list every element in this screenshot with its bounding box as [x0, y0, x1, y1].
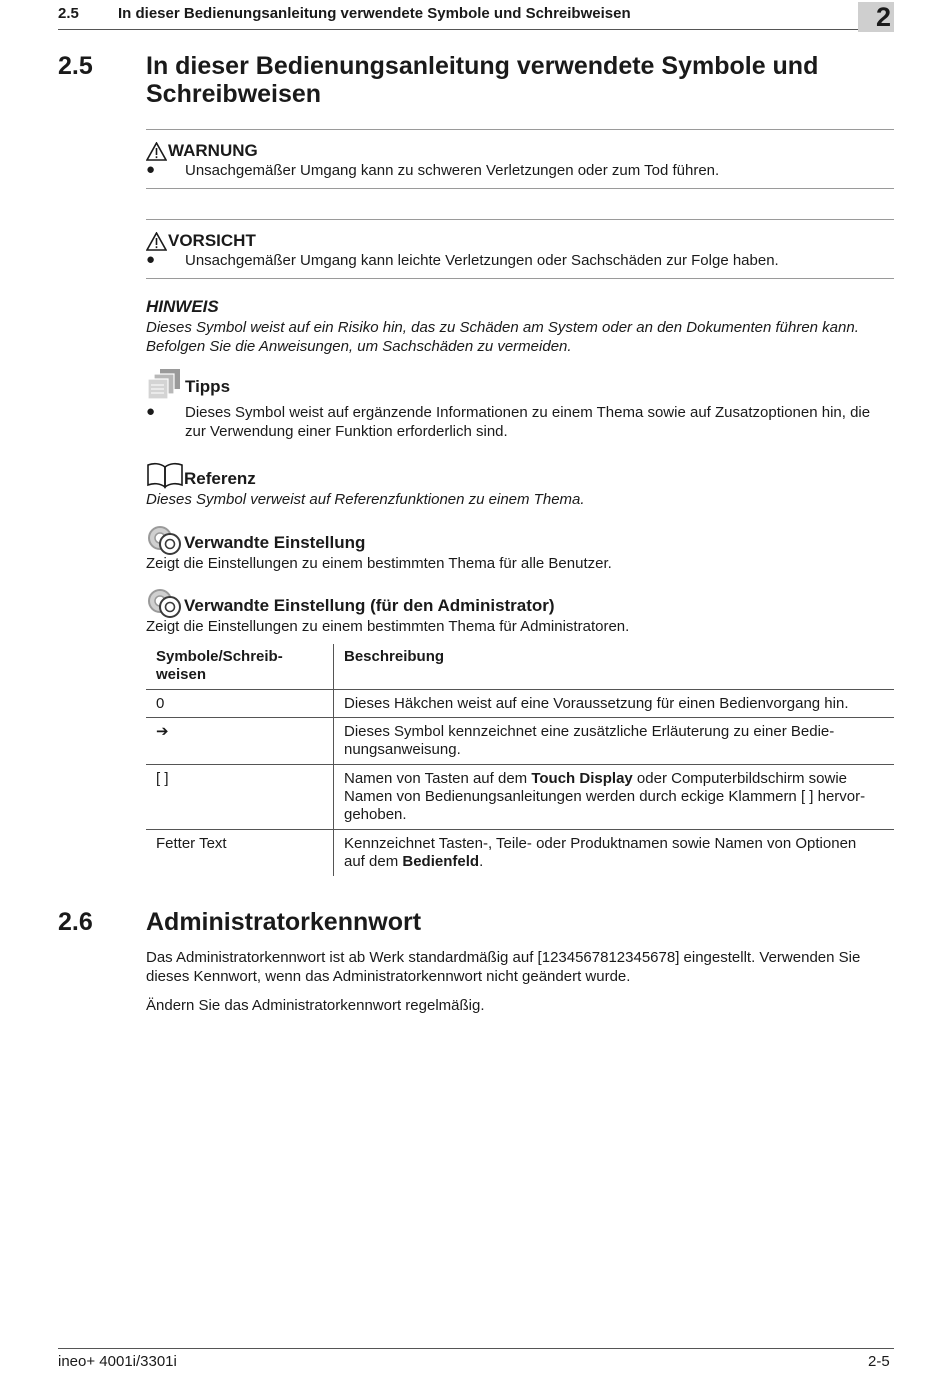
- description-bold-text: Bedienfeld: [402, 853, 480, 870]
- warning-text: Unsachgemäßer Umgang kann zu schweren Verletzungen oder zum Tod führen.: [185, 162, 720, 179]
- table-cell-symbol: Fetter Text: [156, 835, 227, 852]
- paragraph-line: Das Administratorkennwort ist ab Werk standardmäßig auf [1234567812345678] eingestellt. Verwenden Sie: [146, 949, 861, 966]
- table-header-symbols-line1: Symbole/Schreib-: [156, 648, 283, 665]
- description-line: Namen von Bedienungsanleitungen werden durch eckige Klammern [ ] hervor-: [344, 788, 866, 805]
- table-cell-description: [334, 765, 895, 830]
- related-setting-admin-text: Zeigt die Einstellungen zu einem bestimmten Thema für Administratoren.: [146, 618, 630, 635]
- description-bold-text: Touch Display: [531, 770, 633, 787]
- tips-text-line1: Dieses Symbol weist auf ergänzende Informationen zu einem Thema sowie auf Zusatzoptionen hin, die: [185, 404, 871, 421]
- description-line: [344, 770, 884, 788]
- description-line: Dieses Symbol kennzeichnet eine zusätzliche Erläuterung zu einer Bedie-: [344, 723, 835, 740]
- section-title: [146, 52, 818, 108]
- table-cell-symbol: [ ]: [156, 770, 169, 787]
- related-setting-icon: [146, 587, 184, 619]
- warning-top-rule: [146, 129, 894, 130]
- tips-text-line2: zur Verwendung einer Funktion erforderlich sind.: [185, 423, 508, 440]
- reference-title: Referenz: [184, 469, 256, 488]
- table-header-row: [146, 644, 894, 690]
- footer-model: ineo+ 4001i/3301i: [58, 1353, 177, 1370]
- running-header-number: 2.5: [58, 5, 79, 22]
- table-row: [146, 830, 894, 877]
- description-text: Namen von Tasten auf dem: [344, 770, 532, 787]
- table-cell-symbol: ➔: [156, 723, 169, 740]
- notice-text-line1: Dieses Symbol weist auf ein Risiko hin, das zu Schäden am System oder an den Dokumenten führen kann.: [146, 319, 859, 336]
- description-text: oder Computerbildschirm sowie: [632, 770, 847, 787]
- related-setting-text: Zeigt die Einstellungen zu einem bestimmten Thema für alle Benutzer.: [146, 555, 612, 572]
- notice-text-line2: Befolgen Sie die Anweisungen, um Sachschäden zu vermeiden.: [146, 338, 572, 355]
- warning-heading: [146, 141, 258, 161]
- related-setting-admin-title: Verwandte Einstellung (für den Administrator): [184, 596, 555, 615]
- notice-title: HINWEIS: [146, 297, 219, 316]
- warning-triangle-icon: [146, 232, 167, 251]
- section-title: Administratorkennwort: [146, 908, 422, 936]
- paragraph-line: dieses Kennwort, wenn das Administratorkennwort nicht geändert wurde.: [146, 968, 631, 985]
- table-cell-description: [334, 830, 895, 877]
- admin-password-paragraph: [146, 948, 860, 986]
- section-title-line1: In dieser Bedienungsanleitung verwendete Symbole und: [146, 52, 819, 80]
- tips-pages-icon: [146, 367, 184, 403]
- book-icon: [146, 461, 184, 489]
- related-setting-title: Verwandte Einstellung: [184, 533, 366, 552]
- notice-text: [146, 318, 859, 356]
- tips-text: [185, 403, 870, 441]
- chapter-number: 2: [876, 2, 892, 32]
- table-row: [146, 690, 894, 718]
- caution-bottom-rule: [146, 278, 894, 279]
- admin-password-advice: Ändern Sie das Administratorkennwort regelmäßig.: [146, 997, 485, 1014]
- description-line: nungsanweisung.: [344, 741, 461, 758]
- table-row: [146, 718, 894, 765]
- reference-text: Dieses Symbol verweist auf Referenzfunktionen zu einem Thema.: [146, 491, 585, 508]
- description-line: Kennzeichnet Tasten-, Teile- oder Produktnamen sowie Namen von Optionen: [344, 835, 857, 852]
- running-header-title: In dieser Bedienungsanleitung verwendete Symbole und Schreibweisen: [118, 5, 631, 22]
- table-header-symbols-line2: weisen: [156, 666, 207, 683]
- bullet-icon: ●: [146, 251, 156, 268]
- warning-triangle-icon: [146, 142, 167, 161]
- table-header-symbols: [146, 644, 334, 690]
- table-cell-description: Dieses Häkchen weist auf eine Voraussetzung für einen Bedienvorgang hin.: [334, 690, 895, 718]
- bullet-icon: ●: [146, 403, 156, 420]
- table-row: [146, 765, 894, 830]
- warning-bottom-rule: [146, 188, 894, 189]
- description-line: [344, 853, 884, 871]
- related-setting-icon: [146, 524, 184, 556]
- page-number: 2-5: [868, 1353, 890, 1370]
- warning-title: WARNUNG: [168, 141, 258, 160]
- table-cell-description: [334, 718, 895, 765]
- caution-title: VORSICHT: [168, 231, 256, 250]
- caution-top-rule: [146, 219, 894, 220]
- description-text: auf dem: [344, 853, 403, 870]
- section-number: 2.6: [58, 908, 93, 936]
- tips-title: Tipps: [185, 377, 231, 396]
- description-text: .: [479, 853, 484, 870]
- description-line: gehoben.: [344, 806, 407, 823]
- header-rule: [58, 29, 858, 30]
- section-number: 2.5: [58, 52, 93, 80]
- footer-rule: [58, 1348, 894, 1349]
- caution-text: Unsachgemäßer Umgang kann leichte Verletzungen oder Sachschäden zur Folge haben.: [185, 252, 779, 269]
- symbols-table: [146, 644, 894, 876]
- table-cell-symbol: 0: [156, 695, 165, 712]
- caution-heading: [146, 231, 256, 251]
- bullet-icon: ●: [146, 161, 156, 178]
- table-header-description: Beschreibung: [334, 644, 895, 690]
- section-title-line2: Schreibweisen: [146, 80, 322, 108]
